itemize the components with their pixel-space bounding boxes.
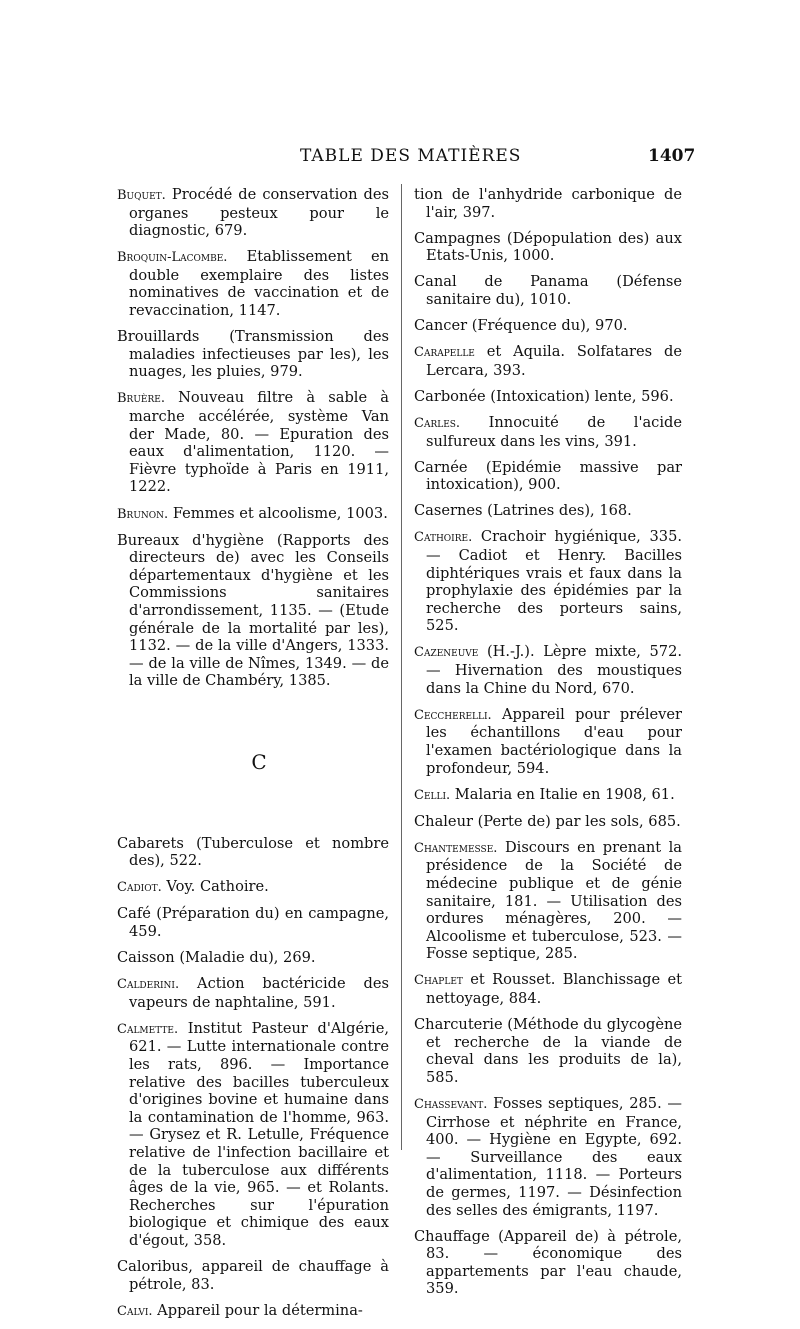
entry-text: Caloribus, appareil de chauffage à pétrole, 83. — [117, 1258, 389, 1293]
entry-text: Carnée (Epidémie massive par intoxication), 900. — [414, 458, 682, 494]
right-column — [414, 186, 682, 1307]
index-entry — [414, 186, 682, 221]
entry-text: Femmes et alcoolisme, 1003. — [168, 504, 388, 522]
entry-text: Caisson (Maladie du), 269. — [117, 949, 316, 966]
entry-text: Voy. Cathoire. — [161, 878, 269, 896]
index-entry — [414, 414, 682, 450]
entry-text: Chaleur (Perte de) par les sols, 685. — [414, 812, 681, 830]
entry-text: Malaria en Italie en 1908, 61. — [450, 785, 675, 803]
index-entry — [414, 528, 682, 635]
entry-author: Chaplet — [414, 973, 463, 989]
entry-text: Etablissement en double exemplaire des listes nominatives de vaccination et de revaccination, 1147. — [129, 248, 389, 320]
entry-author: Buquet. — [117, 188, 166, 203]
index-entry — [117, 248, 389, 319]
index-entry — [414, 1095, 682, 1219]
entry-text: tion de l'anhydride carbonique de l'air, 397. — [414, 186, 682, 221]
entry-author: Bruère. — [117, 391, 165, 407]
index-entry — [117, 878, 389, 897]
entry-text: Casernes (Latrines des), 168. — [414, 502, 632, 520]
entry-author: Cathoire. — [414, 530, 473, 546]
section-letter: C — [251, 749, 267, 774]
entry-author: Broquin-Lacombe. — [117, 250, 228, 266]
index-entry — [117, 532, 389, 690]
entry-text: Charcuterie (Méthode du glycogène et recherche de la viande de cheval dans les produits de la), 585. — [414, 1016, 682, 1086]
column-divider — [401, 184, 402, 1150]
entry-text: Brouillards (Transmission des maladies infectieuses par les), les nuages, les pluies, 979. — [117, 328, 389, 381]
entry-author: Chantemesse. — [414, 840, 498, 856]
index-entry — [117, 389, 389, 496]
entry-text: Café (Préparation du) en campagne, 459. — [117, 905, 389, 940]
index-entry — [117, 1258, 389, 1293]
entry-text: Procédé de conservation des organes pesteux pour le diagnostic, 679. — [129, 186, 389, 240]
entry-author: Calvi. — [117, 1303, 153, 1319]
index-entry — [414, 502, 682, 520]
entry-author: Ceccherelli. — [414, 707, 492, 723]
entry-text: Crachoir hygiénique, 335. — Cadiot et Henry. Bacilles diphtériques vrais et faux dans la prophylaxie des épidémies par la recherche des porteurs sains, 525. — [426, 528, 682, 635]
entry-text: Canal de Panama (Défense sanitaire du), 1010. — [414, 273, 682, 308]
index-entry — [414, 273, 682, 308]
index-entry — [117, 505, 389, 524]
index-entry — [117, 1020, 389, 1250]
entry-text: (H.-J.). Lèpre mixte, 572. — Hivernation des moustiques dans la Chine du Nord, 670. — [426, 643, 682, 697]
index-entry — [414, 459, 682, 494]
entry-author: Cadiot. — [117, 880, 162, 896]
index-entry — [414, 813, 682, 831]
entry-author: Cazeneuve — [414, 645, 479, 661]
entry-author: Calderini. — [117, 977, 180, 993]
index-entry — [414, 230, 682, 265]
index-entry — [414, 388, 682, 406]
index-entry — [414, 643, 682, 697]
entry-text: Nouveau filtre à sable à marche accélérée, système Van der Made, 80. — Epuration des eaux d'alimentation, 1120. — Fièvre typhoïde à Paris en 1911, 1222. — [129, 389, 389, 496]
entry-text: Institut Pasteur d'Algérie, 621. — Lutte internationale contre les rats, 896. — Importance relative des bacilles tuberculeux d'origines bovine et humaine dans la contamination de l'homme, 963. — Grysez et R. Letulle, Fréquence relative de l'infection bacillaire et de la tuberculose aux différents âges de la vie, 965. — et Rolants. Recherches sur l'épuration biologique et chimique des eaux d'égout, 358. — [129, 1019, 389, 1249]
page-number: 1407 — [648, 146, 696, 166]
index-entry — [117, 949, 389, 967]
entry-text: Discours en prenant la présidence de la Société de médecine publique et de génie sanitaire, 181. — Utilisation des ordures ménagères, 200. — Alcoolisme et tuberculose, 523. — Fosse septique, 285. — [426, 838, 682, 963]
index-entry — [414, 343, 682, 379]
entry-text: Carbonée (Intoxication) lente, 596. — [414, 387, 674, 405]
index-entry — [414, 839, 682, 963]
entry-text: Cancer (Fréquence du), 970. — [414, 317, 628, 335]
entry-text: Chauffage (Appareil de) à pétrole, 83. — économique des appartements par l'eau chaude, 359. — [414, 1227, 682, 1298]
index-entry — [117, 186, 389, 240]
entry-text: Appareil pour prélever les échantillons d'eau pour l'examen bactériologique dans la profondeur, 594. — [426, 705, 682, 777]
index-entry — [414, 706, 682, 777]
entry-author: Carles. — [414, 415, 461, 431]
entry-text: Fosses septiques, 285. — Cirrhose et néphrite en France, 400. — Hygiène en Egypte, 692. — Surveillance des eaux d'alimentation, 1118. — Porteurs de germes, 1197. — Désinfection des selles des émigrants, 1197. — [426, 1095, 682, 1219]
entry-text: Bureaux d'hygiène (Rapports des directeurs de) avec les Conseils départementaux d'hygiène et les Commissions sanitaires d'arrondissement, 1135. — (Etude générale de la mortalité par les), 1132. — de la ville d'Angers, 1333. — de la ville de Nîmes, 1349. — de la ville de Chambéry, 1385. — [117, 531, 389, 690]
index-entry — [117, 835, 389, 870]
index-entry — [414, 1016, 682, 1086]
entry-author: Celli. — [414, 787, 451, 803]
entry-author: Brunon. — [117, 506, 169, 522]
entry-text: Action bactéricide des vapeurs de naphtaline, 591. — [129, 975, 389, 1011]
entry-text: Cabarets (Tuberculose et nombre des), 522. — [117, 834, 389, 870]
index-entry — [117, 328, 389, 381]
index-entry — [414, 317, 682, 335]
index-entry — [414, 786, 682, 805]
entry-author: Chassevant. — [414, 1097, 488, 1113]
index-entry — [117, 905, 389, 940]
entry-text: Innocuité de l'acide sulfureux dans les vins, 391. — [426, 413, 682, 450]
running-header — [0, 146, 800, 174]
index-entry — [117, 975, 389, 1011]
entry-author: Calmette. — [117, 1021, 179, 1037]
page-title: TABLE DES MATIÈRES — [300, 146, 522, 166]
entry-text: et Aquila. Solfatares de Lercara, 393. — [426, 343, 682, 379]
left-column — [117, 186, 389, 1329]
entry-text: Appareil pour la détermina- — [152, 1301, 363, 1319]
index-entry — [414, 971, 682, 1007]
entry-text: et Rousset. Blanchissage et nettoyage, 884. — [426, 971, 682, 1008]
index-entry — [117, 1302, 389, 1321]
index-entry — [414, 1228, 682, 1298]
entry-text: Campagnes (Dépopulation des) aux Etats-Unis, 1000. — [414, 229, 682, 265]
entry-author: Carapelle — [414, 345, 475, 361]
